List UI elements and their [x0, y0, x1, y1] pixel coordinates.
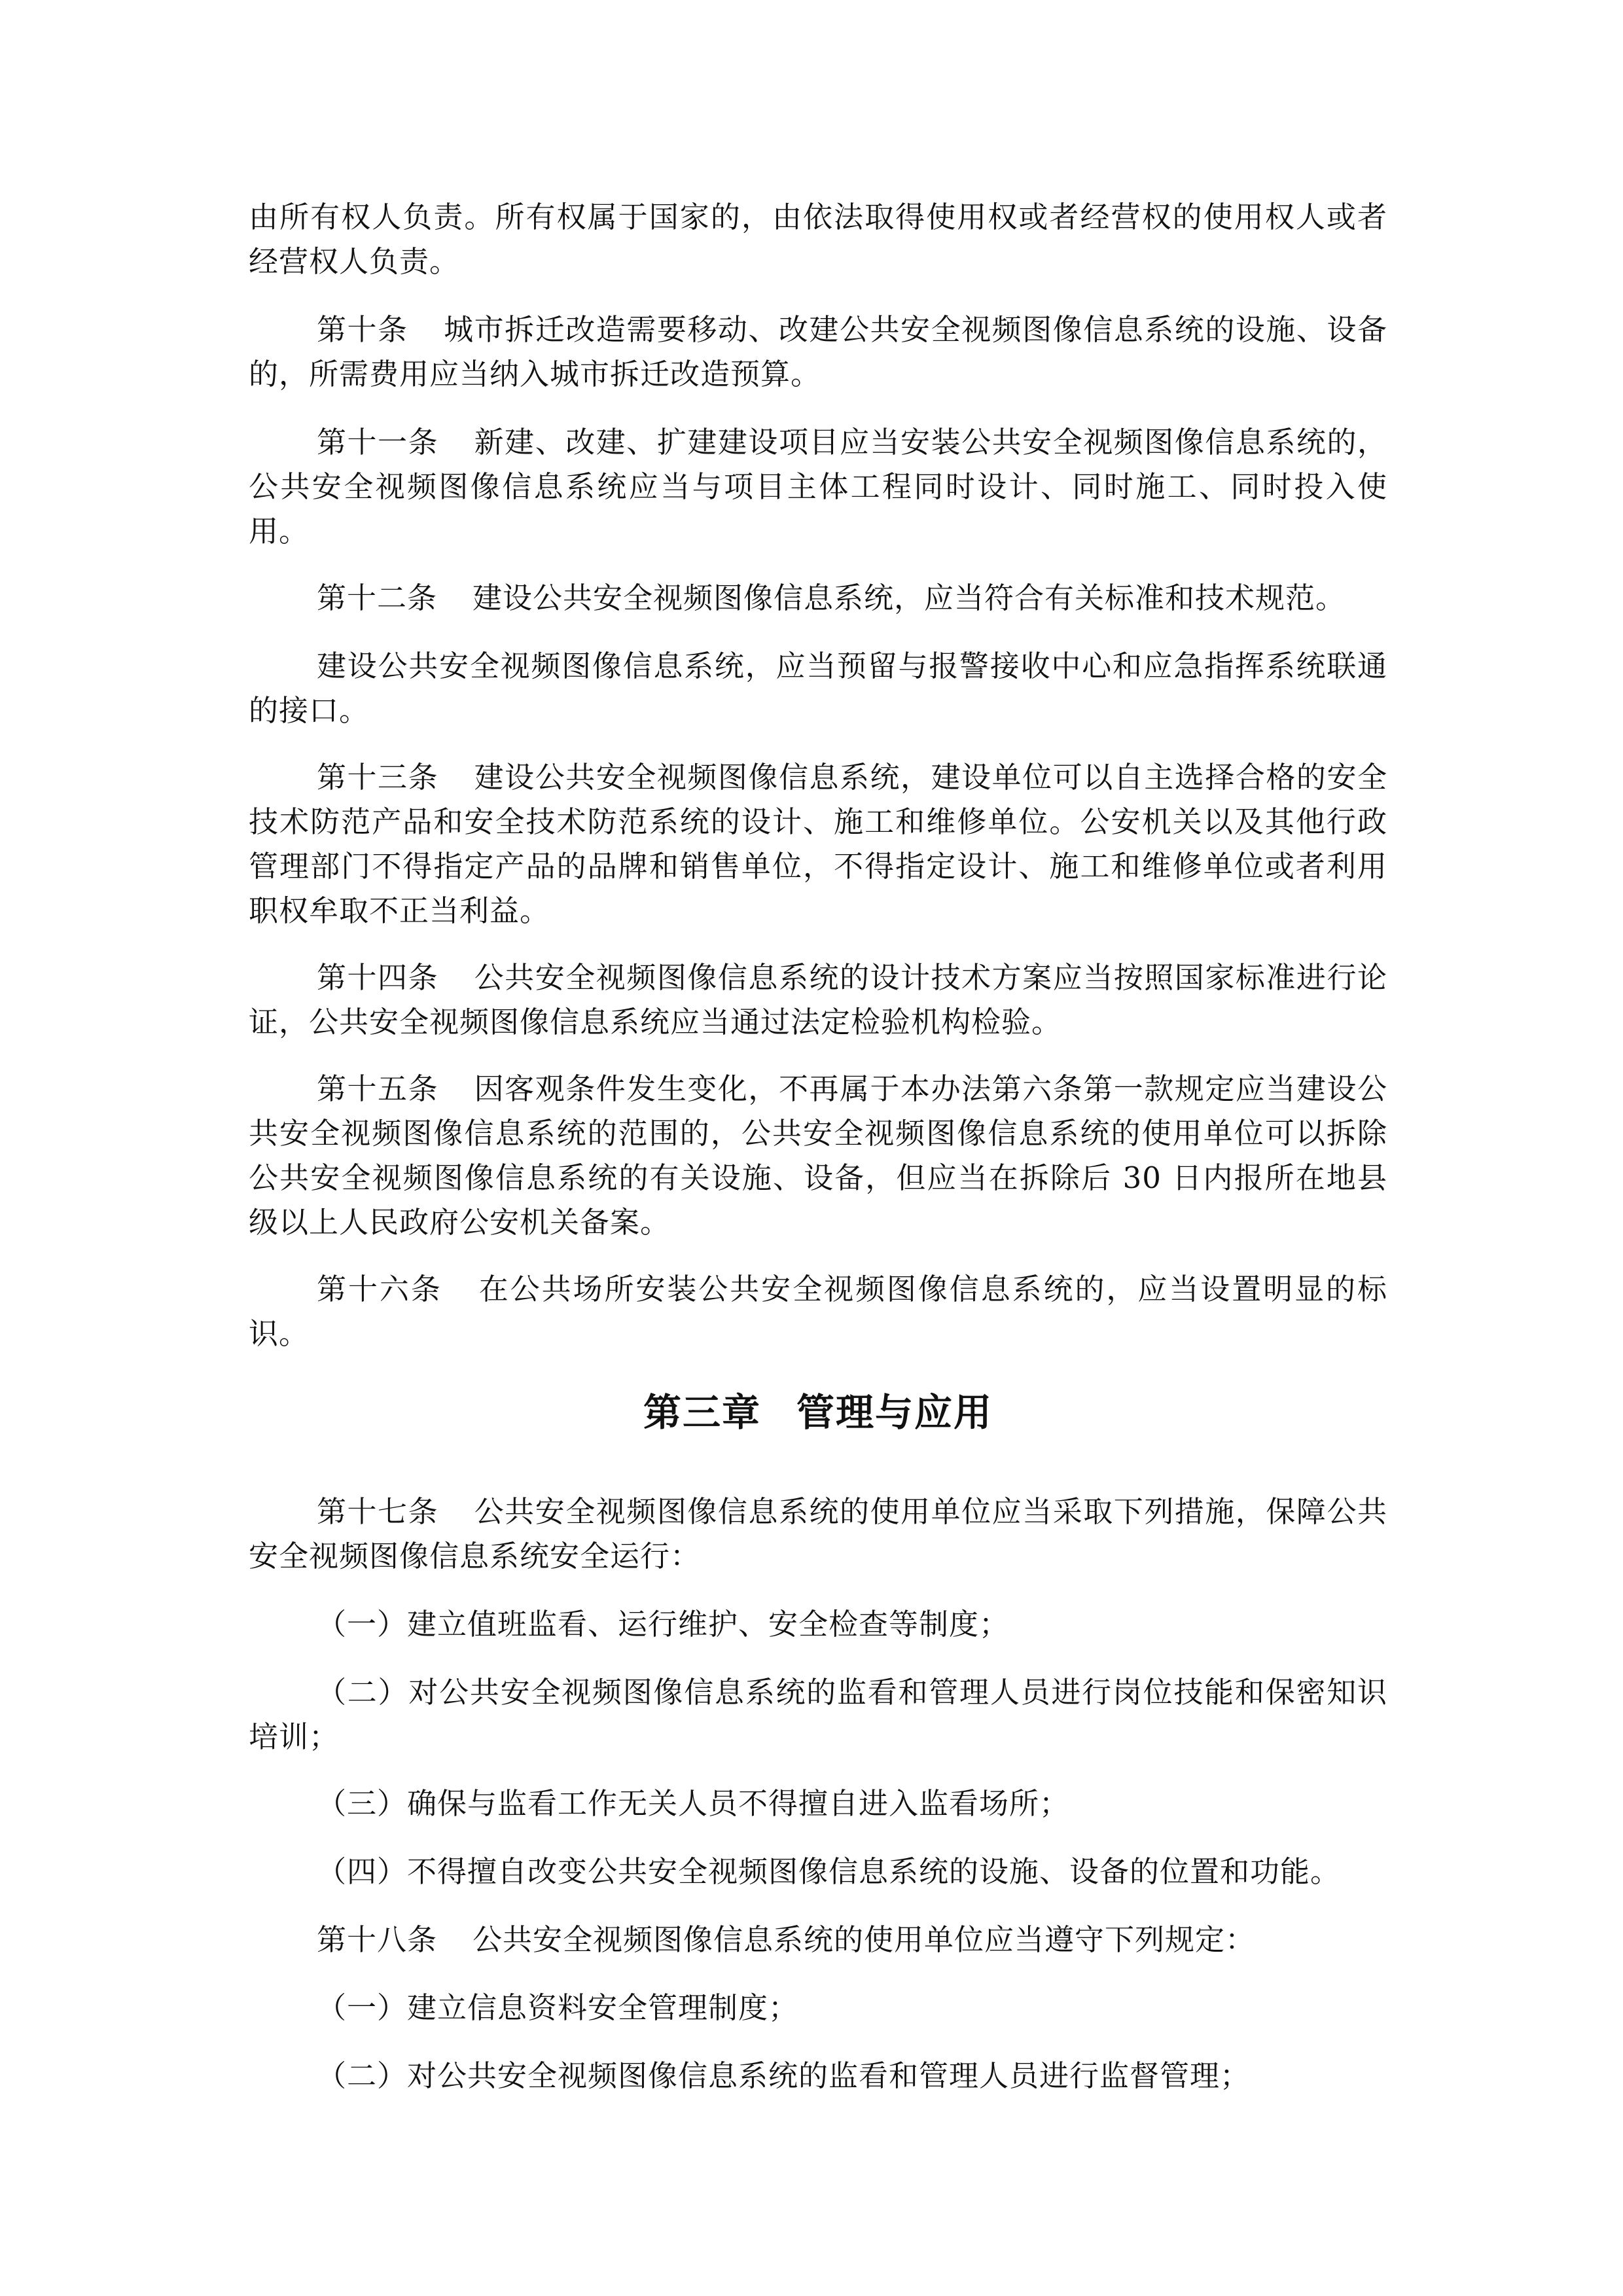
- paragraph-continued: [249, 195, 1387, 284]
- article-text: 公共安全视频图像信息系统的使用单位应当采取下列措施，保障公共安全视频图像信息系统安全运行：: [249, 1494, 1387, 1573]
- list-item: （一）建立值班监看、运行维护、安全检查等制度；: [317, 1607, 1010, 1641]
- article-17-item-3: [249, 1782, 1387, 1826]
- article-number: 第十一条: [317, 425, 439, 459]
- article-11: [249, 420, 1387, 554]
- article-number: 第十三条: [317, 760, 439, 795]
- list-item: （四）不得擅自改变公共安全视频图像信息系统的设施、设备的位置和功能。: [317, 1854, 1341, 1889]
- article-number: 第十六条: [317, 1272, 442, 1306]
- chapter-heading: [249, 1386, 1387, 1439]
- article-12-clause-2: [249, 644, 1387, 733]
- article-number: 第十五条: [317, 1071, 439, 1106]
- article-15: [249, 1067, 1387, 1245]
- list-item: （二）对公共安全视频图像信息系统的监看和管理人员进行岗位技能和保密知识培训；: [249, 1675, 1387, 1754]
- article-17-item-1: [249, 1602, 1387, 1647]
- article-text: 城市拆迁改造需要移动、改建公共安全视频图像信息系统的设施、设备的，所需费用应当纳入城市拆迁改造预算。: [249, 312, 1387, 391]
- paragraph-text: 由所有权人负责。所有权属于国家的，由依法取得使用权或者经营权的使用权人或者经营权人负责。: [249, 200, 1387, 279]
- article-14: [249, 956, 1387, 1045]
- article-18: [249, 1918, 1387, 1962]
- article-text: 新建、改建、扩建建设项目应当安装公共安全视频图像信息系统的，公共安全视频图像信息系统应当与项目主体工程同时设计、同时施工、同时投入使用。: [249, 425, 1387, 548]
- article-text: 建设公共安全视频图像信息系统，应当符合有关标准和技术规范。: [473, 581, 1346, 615]
- list-item: （一）建立信息资料安全管理制度；: [317, 1990, 799, 2025]
- article-16: [249, 1267, 1387, 1356]
- article-18-item-2: [249, 2054, 1387, 2098]
- list-item: （三）确保与监看工作无关人员不得擅自进入监看场所；: [317, 1786, 1070, 1821]
- article-17-item-2: [249, 1670, 1387, 1759]
- article-text: 因客观条件发生变化，不再属于本办法第六条第一款规定应当建设公共安全视频图像信息系统的范围的，公共安全视频图像信息系统的使用单位可以拆除公共安全视频图像信息系统的有关设施、设备，但应当在拆除后 30 日内报所在地县级以上人民政府公安机关备案。: [249, 1071, 1387, 1240]
- article-17-item-4: [249, 1850, 1387, 1894]
- article-text: 公共安全视频图像信息系统的使用单位应当遵守下列规定：: [473, 1922, 1256, 1957]
- chapter-title: 管理与应用: [796, 1390, 993, 1435]
- article-12: [249, 576, 1387, 620]
- article-number: 第十条: [317, 312, 408, 347]
- article-number: 第十二条: [317, 581, 438, 615]
- chapter-number: 第三章: [643, 1390, 761, 1435]
- article-10: [249, 308, 1387, 397]
- paragraph-text: 建设公共安全视频图像信息系统，应当预留与报警接收中心和应急指挥系统联通的接口。: [249, 649, 1387, 728]
- article-text: 建设公共安全视频图像信息系统，建设单位可以自主选择合格的安全技术防范产品和安全技术防范系统的设计、施工和维修单位。公安机关以及其他行政管理部门不得指定产品的品牌和销售单位，不得指定设计、施工和维修单位或者利用职权牟取不正当利益。: [249, 760, 1387, 928]
- article-13: [249, 755, 1387, 933]
- article-18-item-1: [249, 1986, 1387, 2030]
- article-17: [249, 1490, 1387, 1579]
- article-text: 在公共场所安装公共安全视频图像信息系统的，应当设置明显的标识。: [249, 1272, 1387, 1351]
- article-number: 第十四条: [317, 960, 439, 995]
- article-text: 公共安全视频图像信息系统的设计技术方案应当按照国家标准进行论证，公共安全视频图像信息系统应当通过法定检验机构检验。: [249, 960, 1387, 1039]
- list-item: （二）对公共安全视频图像信息系统的监看和管理人员进行监督管理；: [317, 2058, 1251, 2093]
- article-number: 第十八条: [317, 1922, 438, 1957]
- article-number: 第十七条: [317, 1494, 439, 1529]
